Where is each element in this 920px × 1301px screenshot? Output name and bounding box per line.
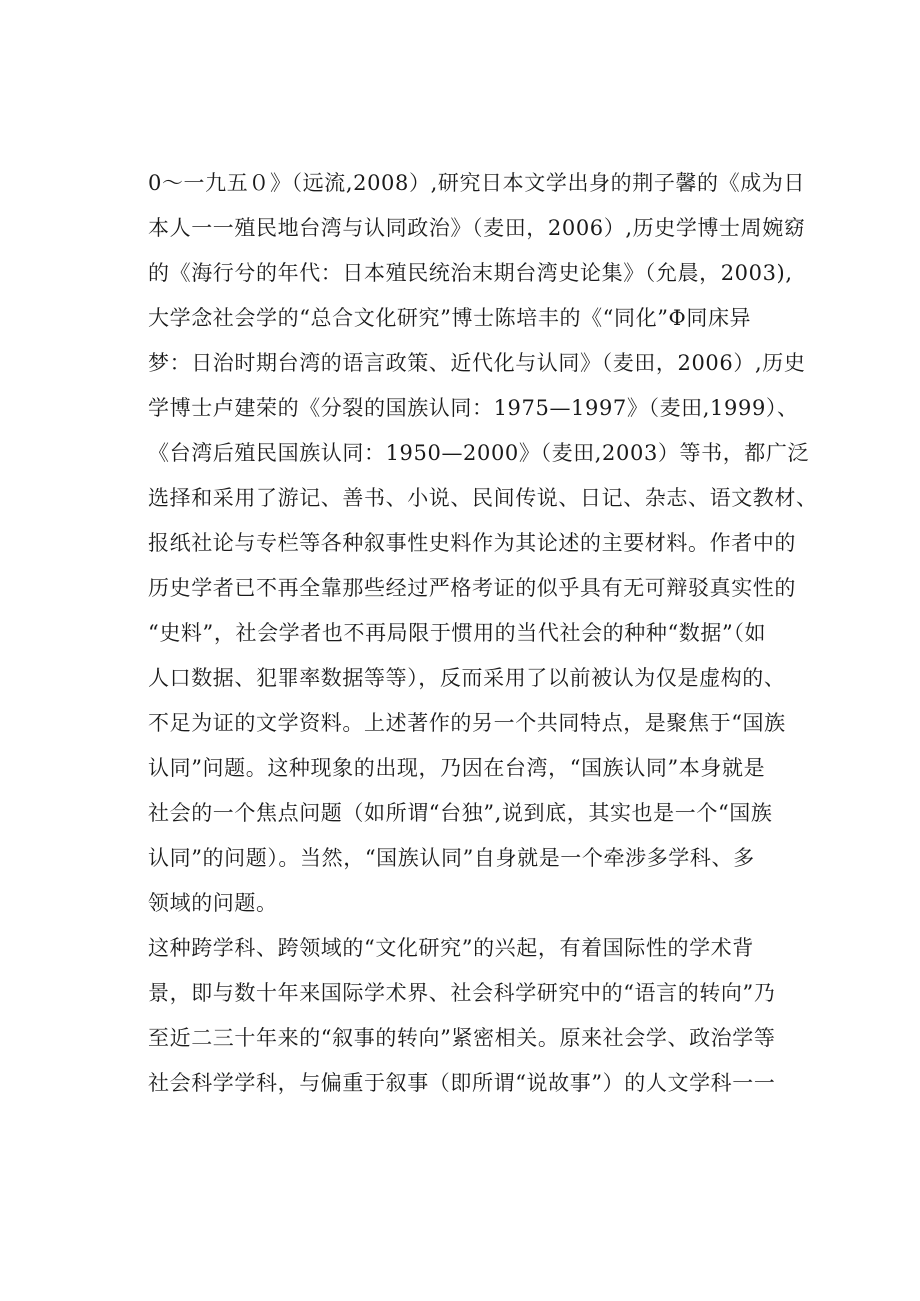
text-line: 报纸社论与专栏等各种叙事性史料作为其论述的主要材料。作者中的 [148,531,796,555]
text-line: 选择和采用了游记、善书、小说、民间传说、日记、杂志、语文教材、 [148,486,818,510]
text-line: 领域的问题。 [148,891,278,915]
text-line: 0～一九五０》（远流,2008）,研究日本文学出身的荆子馨的《成为日 [148,171,806,195]
text-line: 人口数据、犯罪率数据等等），反而采用了以前被认为仅是虚构的、 [148,666,786,690]
text-line: 《台湾后殖民国族认同：1950—2000》（麦田,2003）等书，都广泛 [148,441,810,465]
text-line: 大学念社会学的“总合文化研究”博士陈培丰的《“同化”Φ同床异 [148,306,752,330]
text-line: “史料”，社会学者也不再局限于惯用的当代社会的种种“数据”（如 [148,621,767,645]
text-line: 社会的一个焦点问题（如所谓“台独”,说到底，其实也是一个“国族 [148,801,773,825]
text-line: 这种跨学科、跨领域的“文化研究”的兴起，有着国际性的学术背 [148,936,754,960]
text-line: 景，即与数十年来国际学术界、社会科学研究中的“语言的转向”乃 [148,981,776,1005]
text-line: 本人一一殖民地台湾与认同政治》（麦田，2006）,历史学博士周婉窈 [148,216,806,240]
text-line: 认同”的问题）。当然，“国族认同”自身就是一个牵涉多学科、多 [148,846,755,870]
text-line: 梦：日治时期台湾的语言政策、近代化与认同》（麦田，2006）,历史 [148,351,806,375]
text-line: 至近二三十年来的“叙事的转向”紧密相关。原来社会学、政治学等 [148,1026,776,1050]
text-line: 不足为证的文学资料。上述著作的另一个共同特点，是聚焦于“国族 [148,711,786,735]
text-line: 学博士卢建荣的《分裂的国族认同：1975—1997》（麦田,1999）、 [148,396,799,420]
text-line: 历史学者已不再全靠那些经过严格考证的似乎具有无可辩驳真实性的 [148,576,796,600]
text-line: 社会科学学科，与偏重于叙事（即所谓“说故事”）的人文学科一一 [148,1071,776,1095]
text-line: 认同”问题。这种现象的出现，乃因在台湾，“国族认同”本身就是 [148,756,766,780]
text-line: 的《海行兮的年代：日本殖民统治末期台湾史论集》（允晨，2003), [148,261,793,285]
